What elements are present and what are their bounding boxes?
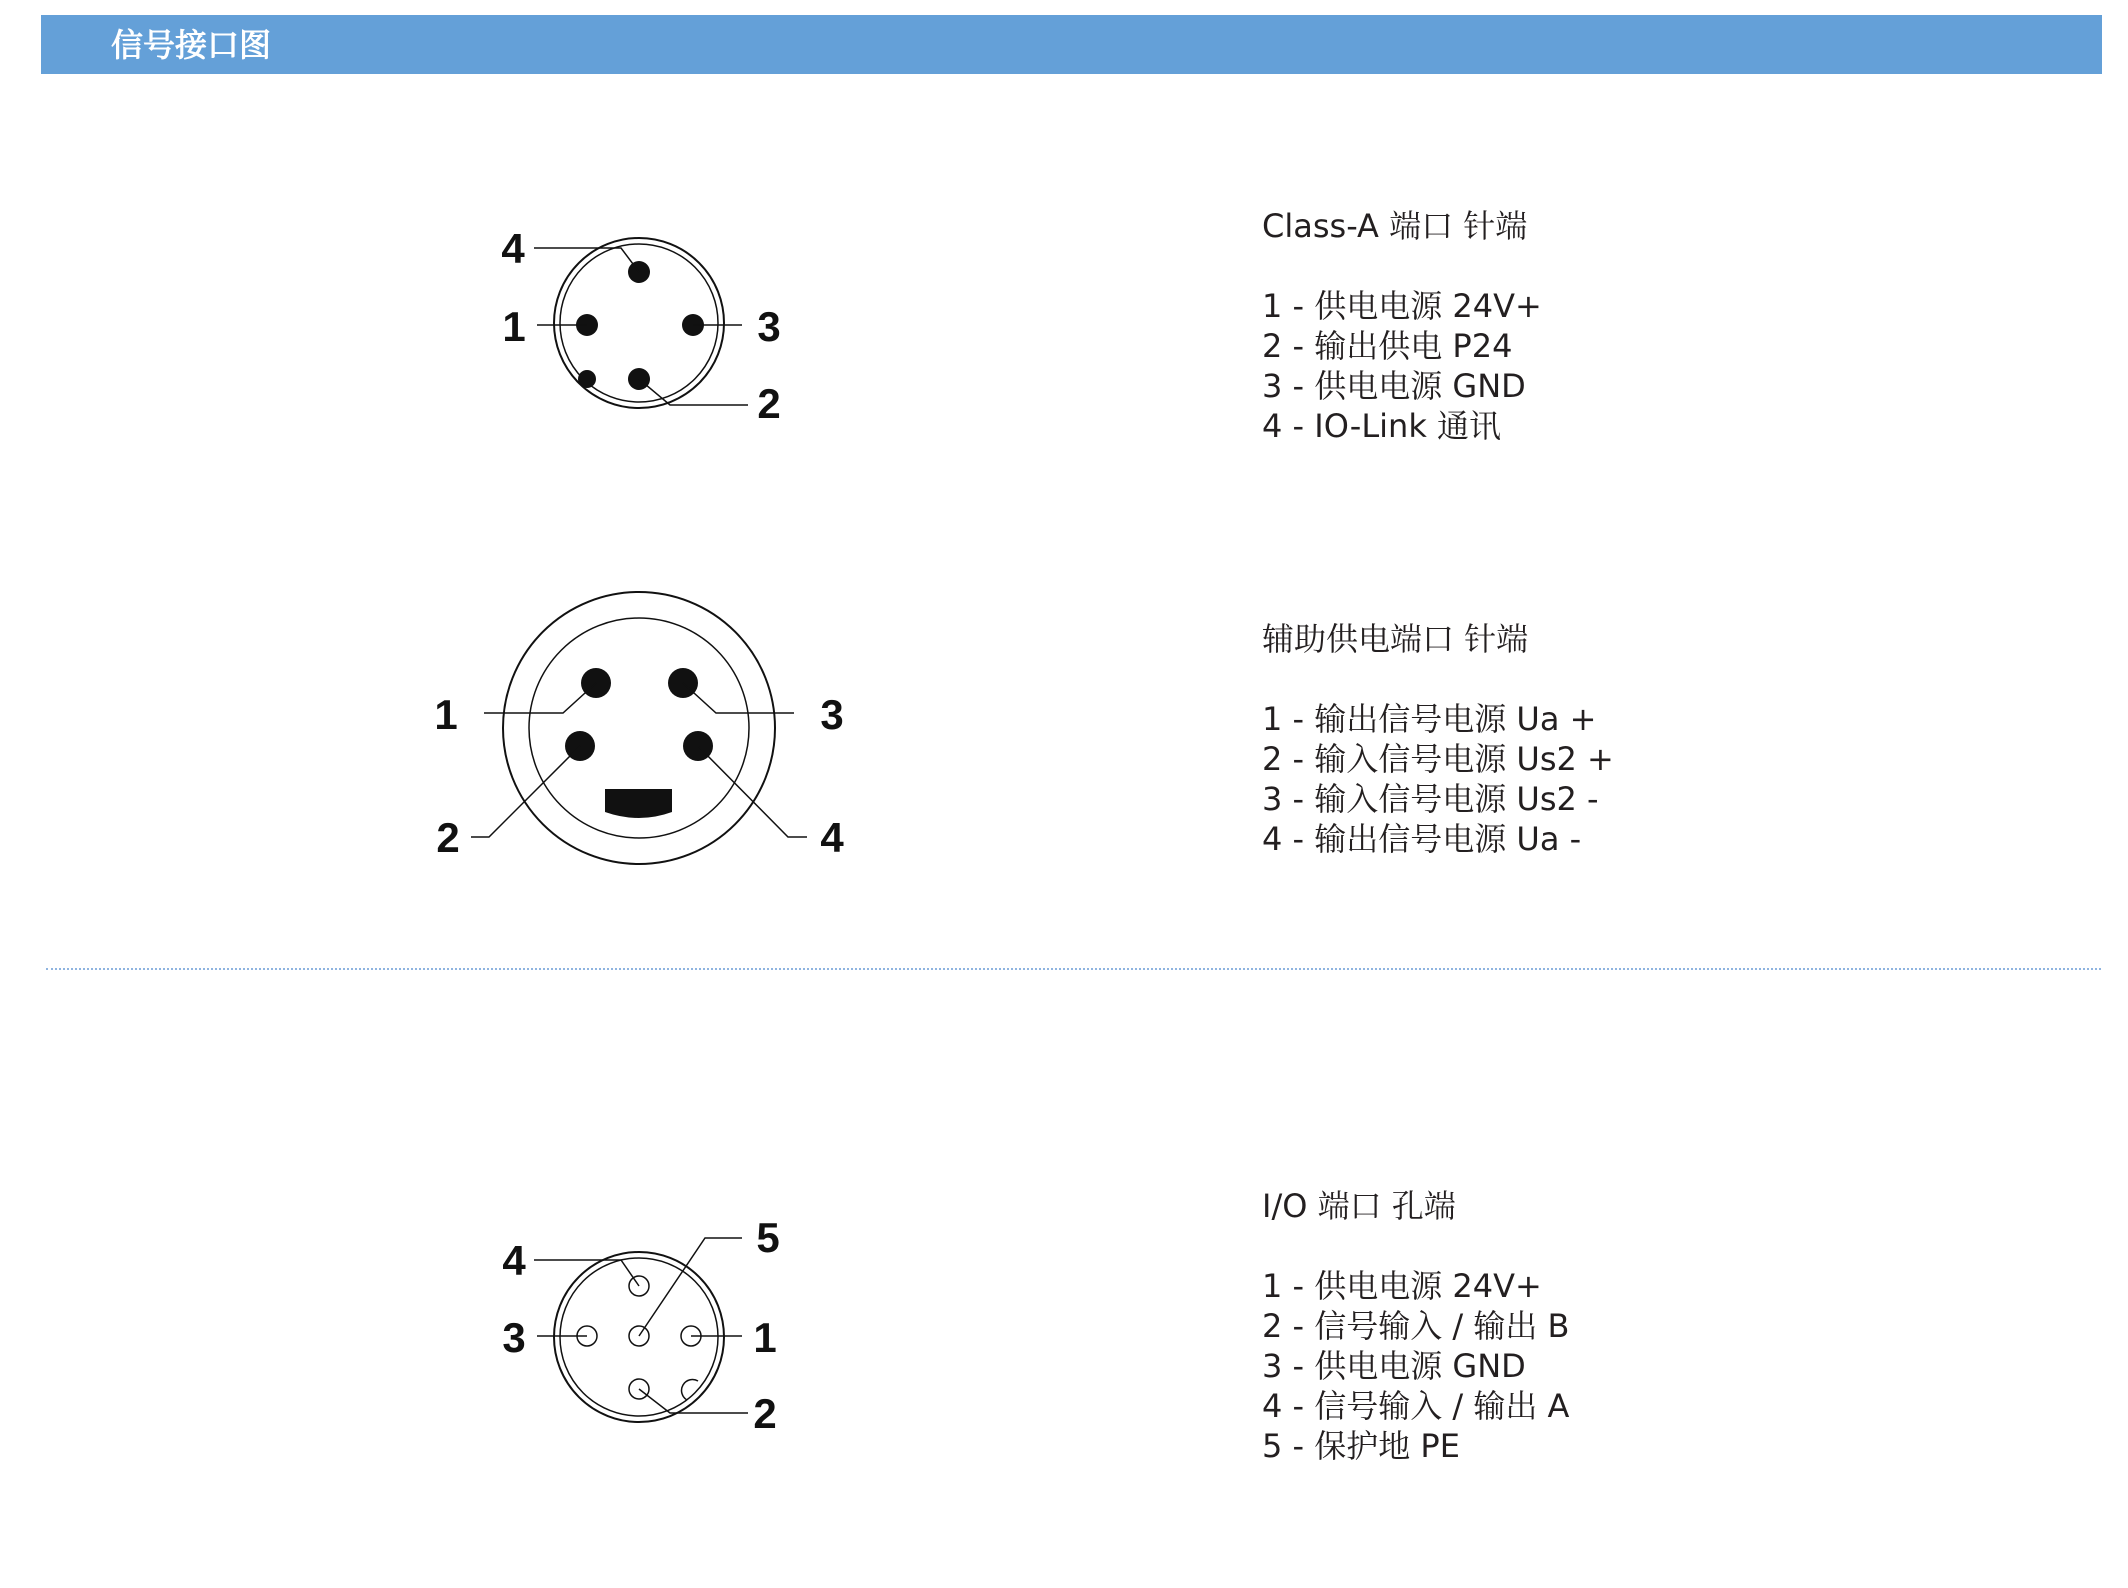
pin-label-2: 2 bbox=[757, 380, 781, 427]
aux-power-pin-list bbox=[1262, 699, 2128, 859]
leader-line-2 bbox=[471, 746, 580, 837]
pin-label-1: 1 bbox=[502, 303, 526, 350]
list-item: 3 - 供电电源 GND bbox=[1262, 1347, 1526, 1385]
list-item: 1 - 供电电源 24V+ bbox=[1262, 1267, 1542, 1305]
io-title: I/O 端口 孔端 bbox=[1262, 1187, 1456, 1225]
pin-label-1: 1 bbox=[753, 1314, 777, 1361]
coding-key bbox=[605, 789, 672, 818]
connector-outer-ring bbox=[503, 592, 775, 864]
leader-line-4 bbox=[534, 248, 639, 272]
pin-label-3: 3 bbox=[502, 1314, 526, 1361]
pin-label-2: 2 bbox=[436, 814, 460, 861]
class-a-pin-list bbox=[1262, 286, 2128, 446]
pin-label-2: 2 bbox=[753, 1390, 777, 1437]
aux-power-title: 辅助供电端口 针端 bbox=[1262, 620, 1529, 658]
io-connector-drawing bbox=[380, 1188, 920, 1588]
leader-line-4 bbox=[534, 1260, 639, 1286]
aux-power-connector-diagram bbox=[380, 560, 920, 960]
io-pin-list bbox=[1262, 1266, 2128, 1466]
pin-label-3: 3 bbox=[820, 691, 844, 738]
pin-label-1: 1 bbox=[434, 691, 458, 738]
aux-power-pin-description bbox=[1262, 619, 2128, 859]
pin-label-4: 4 bbox=[502, 1237, 526, 1284]
section-header-banner bbox=[41, 15, 2102, 74]
leader-line-4 bbox=[698, 746, 807, 837]
pin-label-4: 4 bbox=[501, 225, 525, 272]
list-item: 1 - 输出信号电源 Ua + bbox=[1262, 700, 1597, 738]
leader-line-3 bbox=[683, 683, 794, 713]
leader-line-1 bbox=[484, 683, 596, 713]
list-item: 2 - 输出供电 P24 bbox=[1262, 327, 1513, 365]
list-item: 4 - 输出信号电源 Ua - bbox=[1262, 820, 1582, 858]
coding-key bbox=[578, 370, 596, 388]
list-item: 3 - 供电电源 GND bbox=[1262, 367, 1526, 405]
pin-label-3: 3 bbox=[757, 303, 781, 350]
io-connector-diagram bbox=[380, 1188, 920, 1588]
io-pin-description bbox=[1262, 1186, 2128, 1466]
class-a-pin-description bbox=[1262, 206, 2128, 446]
list-item: 1 - 供电电源 24V+ bbox=[1262, 287, 1542, 325]
pin-label-4: 4 bbox=[820, 814, 844, 861]
pin-label-5: 5 bbox=[756, 1214, 780, 1261]
list-item: 2 - 输入信号电源 Us2 + bbox=[1262, 740, 1614, 778]
list-item: 4 - 信号输入 / 输出 A bbox=[1262, 1387, 1570, 1425]
list-item: 4 - IO-Link 通讯 bbox=[1262, 407, 1502, 445]
class-a-connector-drawing bbox=[380, 198, 920, 598]
section-title: 信号接口图 bbox=[111, 26, 272, 64]
class-a-title: Class-A 端口 针端 bbox=[1262, 207, 1528, 245]
list-item: 2 - 信号输入 / 输出 B bbox=[1262, 1307, 1570, 1345]
aux-power-connector-drawing bbox=[380, 560, 920, 960]
section-divider bbox=[46, 968, 2101, 970]
list-item: 5 - 保护地 PE bbox=[1262, 1427, 1460, 1465]
class-a-connector-diagram bbox=[380, 198, 920, 598]
list-item: 3 - 输入信号电源 Us2 - bbox=[1262, 780, 1599, 818]
leader-line-2 bbox=[639, 379, 748, 405]
